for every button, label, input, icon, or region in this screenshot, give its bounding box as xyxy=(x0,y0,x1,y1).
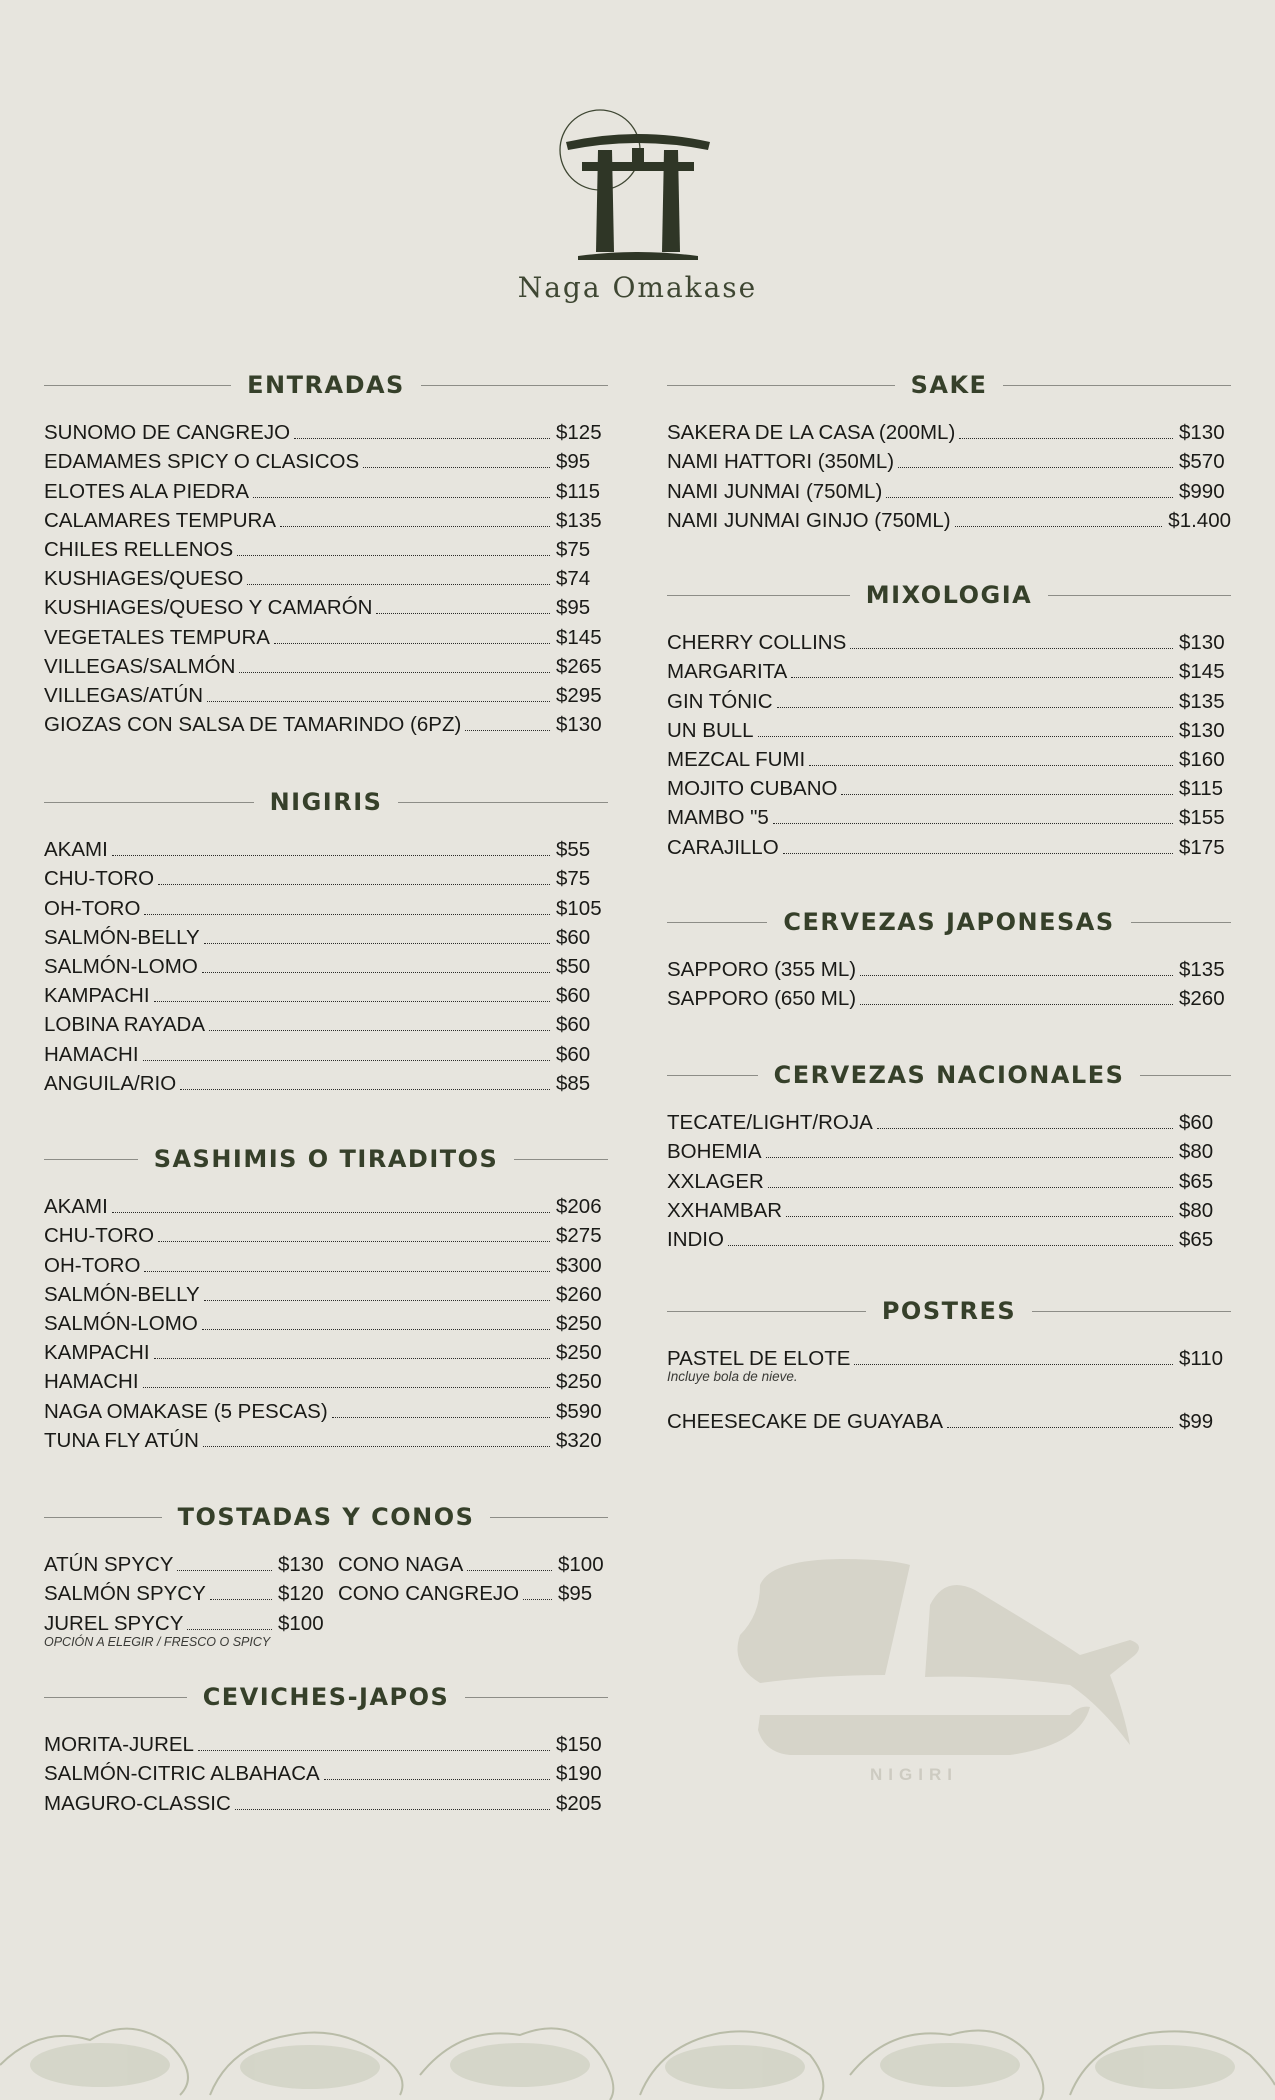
menu-item xyxy=(667,474,1231,503)
leader-dots xyxy=(180,1089,550,1090)
menu-item xyxy=(44,1008,608,1037)
leader-dots xyxy=(783,853,1173,854)
leader-dots xyxy=(777,707,1173,708)
item-name: ELOTES ALA PIEDRA xyxy=(44,479,250,503)
item-name: NAMI JUNMAI (750ML) xyxy=(667,479,883,503)
item-name: SAKERA DE LA CASA (200ML) xyxy=(667,421,956,445)
item-note: Incluye bola de nieve. xyxy=(667,1369,798,1385)
item-price: $125 xyxy=(556,421,602,445)
menu-item xyxy=(667,445,1231,474)
leader-dots xyxy=(898,467,1173,468)
item-price: $80 xyxy=(1179,1198,1214,1222)
logo xyxy=(0,100,1275,304)
section-title: ENTRADAS xyxy=(247,371,405,399)
section-japonesas xyxy=(667,905,1231,1011)
menu-item xyxy=(44,1365,608,1394)
item-price: $260 xyxy=(556,1282,602,1306)
item-name: VILLEGAS/SALMÓN xyxy=(44,654,236,678)
item-name: HAMACHI xyxy=(44,1370,139,1394)
section-nacionales xyxy=(667,1058,1231,1252)
leader-dots xyxy=(791,677,1173,678)
leader-dots xyxy=(465,730,550,731)
menu-item xyxy=(667,1106,1231,1135)
item-name: MAMBO "5 xyxy=(667,806,769,830)
leader-dots xyxy=(143,1060,550,1061)
leader-dots xyxy=(363,467,550,468)
menu-item xyxy=(44,620,608,649)
leader-dots xyxy=(207,701,550,702)
item-name: SALMÓN SPYCY xyxy=(44,1582,206,1606)
item-price: $65 xyxy=(1179,1227,1214,1251)
item-name: NAGA OMAKASE (5 PESCAS) xyxy=(44,1399,328,1423)
item-price: $150 xyxy=(556,1733,602,1757)
item-name: CARAJILLO xyxy=(667,835,779,859)
item-name: SAPPORO (355 ML) xyxy=(667,958,857,982)
item-name: SALMÓN-BELLY xyxy=(44,1282,200,1306)
menu-item xyxy=(338,1577,606,1606)
item-price: $990 xyxy=(1179,479,1225,503)
item-name: UN BULL xyxy=(667,718,754,742)
section-title: CERVEZAS JAPONESAS xyxy=(783,908,1115,936)
item-price: $80 xyxy=(1179,1140,1214,1164)
torii-gate-icon xyxy=(548,100,728,265)
item-name: GIOZAS CON SALSA DE TAMARINDO (6PZ) xyxy=(44,713,462,737)
item-name: SALMÓN-LOMO xyxy=(44,954,198,978)
leader-dots xyxy=(144,914,550,915)
menu-item xyxy=(44,708,608,737)
item-name: CALAMARES TEMPURA xyxy=(44,508,277,532)
item-name: VILLEGAS/ATÚN xyxy=(44,683,204,707)
item-name: TECATE/LIGHT/ROJA xyxy=(667,1111,873,1135)
section-title: CEVICHES-JAPOS xyxy=(202,1683,450,1711)
menu-item xyxy=(44,1757,608,1786)
menu-item xyxy=(667,1342,1231,1371)
menu-item xyxy=(44,1424,608,1453)
menu-item xyxy=(667,743,1231,772)
item-price: $105 xyxy=(556,896,602,920)
item-name: SALMÓN-BELLY xyxy=(44,925,200,949)
menu-item xyxy=(667,982,1231,1011)
item-price: $115 xyxy=(1179,777,1224,801)
menu-item xyxy=(44,1394,608,1423)
tostadas-note: OPCIÓN A ELEGIR / FRESCO O SPICY xyxy=(44,1634,271,1649)
item-name: VEGETALES TEMPURA xyxy=(44,625,270,649)
menu-item xyxy=(44,891,608,920)
item-name: MOJITO CUBANO xyxy=(667,777,838,801)
menu-item xyxy=(667,714,1231,743)
menu-item xyxy=(667,772,1231,801)
item-price: $260 xyxy=(1179,987,1225,1011)
leader-dots xyxy=(177,1570,272,1571)
leader-dots xyxy=(204,943,550,944)
item-name: OH-TORO xyxy=(44,896,141,920)
item-name: TUNA FLY ATÚN xyxy=(44,1428,199,1452)
menu-item xyxy=(44,533,608,562)
leader-dots xyxy=(202,1329,550,1330)
menu-item xyxy=(338,1548,606,1577)
leader-dots xyxy=(143,1387,550,1388)
item-price: $275 xyxy=(556,1224,602,1248)
menu-item xyxy=(44,1219,608,1248)
menu-item xyxy=(44,445,608,474)
item-price: $295 xyxy=(556,683,602,707)
item-name: CHU-TORO xyxy=(44,1224,155,1248)
menu-item xyxy=(44,1307,608,1336)
leader-dots xyxy=(886,497,1173,498)
leader-dots xyxy=(237,555,550,556)
item-price: $160 xyxy=(1179,747,1225,771)
menu-item xyxy=(44,833,608,862)
item-name: NAMI JUNMAI GINJO (750ML) xyxy=(667,508,951,532)
fish-label: NIGIRI xyxy=(870,1765,958,1784)
item-price: $60 xyxy=(556,984,591,1008)
leader-dots xyxy=(324,1779,550,1780)
item-name: CONO NAGA xyxy=(338,1553,464,1577)
leader-dots xyxy=(850,648,1173,649)
section-entradas xyxy=(44,368,608,737)
leader-dots xyxy=(773,823,1173,824)
menu-item xyxy=(44,562,608,591)
item-price: $175 xyxy=(1179,835,1225,859)
leader-dots xyxy=(294,438,550,439)
item-price: $135 xyxy=(1179,689,1225,713)
leader-dots xyxy=(809,765,1173,766)
item-name: BOHEMIA xyxy=(667,1140,762,1164)
menu-item xyxy=(44,862,608,891)
item-name: INDIO xyxy=(667,1227,724,1251)
item-price: $95 xyxy=(556,596,591,620)
section-sashimis xyxy=(44,1142,608,1453)
item-name: XXLAGER xyxy=(667,1169,764,1193)
leader-dots xyxy=(154,1358,550,1359)
menu-item xyxy=(44,416,608,445)
leader-dots xyxy=(247,584,550,585)
menu-item xyxy=(44,1248,608,1277)
menu-item xyxy=(44,1606,326,1635)
item-price: $75 xyxy=(556,867,591,891)
item-name: MAGURO-CLASSIC xyxy=(44,1791,231,1815)
item-price: $85 xyxy=(556,1071,591,1095)
item-name: KAMPACHI xyxy=(44,1341,150,1365)
section-nigiris xyxy=(44,785,608,1096)
leader-dots xyxy=(955,526,1163,527)
leader-dots xyxy=(728,1245,1173,1246)
leader-dots xyxy=(154,1001,550,1002)
item-name: OH-TORO xyxy=(44,1253,141,1277)
leader-dots xyxy=(959,438,1173,439)
leader-dots xyxy=(158,1241,550,1242)
leader-dots xyxy=(280,526,550,527)
leader-dots xyxy=(758,736,1173,737)
item-price: $60 xyxy=(556,1042,591,1066)
item-name: JUREL SPYCY xyxy=(44,1611,184,1635)
menu-item xyxy=(44,1336,608,1365)
leader-dots xyxy=(112,1212,550,1213)
section-title: SASHIMIS O TIRADITOS xyxy=(153,1145,499,1173)
item-price: $65 xyxy=(1179,1169,1214,1193)
fish-icon xyxy=(730,1555,1170,1765)
menu-item xyxy=(667,684,1231,713)
item-price: $60 xyxy=(556,1013,591,1037)
item-name: KUSHIAGES/QUESO xyxy=(44,567,244,591)
menu-item xyxy=(667,801,1231,830)
leader-dots xyxy=(877,1128,1173,1129)
item-name: HAMACHI xyxy=(44,1042,139,1066)
item-price: $250 xyxy=(556,1370,602,1394)
item-name: MEZCAL FUMI xyxy=(667,747,806,771)
section-title: SAKE xyxy=(910,371,988,399)
menu-item xyxy=(667,655,1231,684)
item-price: $206 xyxy=(556,1195,602,1219)
item-price: $130 xyxy=(1179,631,1225,655)
item-price: $135 xyxy=(556,508,602,532)
menu-item xyxy=(44,1278,608,1307)
leader-dots xyxy=(768,1187,1173,1188)
menu-item xyxy=(667,504,1231,533)
item-price: $250 xyxy=(556,1311,602,1335)
item-price: $110 xyxy=(1179,1347,1224,1371)
item-price: $145 xyxy=(556,625,602,649)
item-price: $95 xyxy=(558,1582,593,1606)
item-price: $60 xyxy=(556,925,591,949)
item-name: NAMI HATTORI (350ML) xyxy=(667,450,895,474)
brand-name: Naga Omakase xyxy=(517,271,758,304)
menu-item xyxy=(44,504,608,533)
item-name: PASTEL DE ELOTE xyxy=(667,1347,851,1371)
menu-item xyxy=(667,830,1231,859)
leader-dots xyxy=(274,643,550,644)
item-price: $145 xyxy=(1179,660,1225,684)
menu-item xyxy=(44,591,608,620)
leader-dots xyxy=(860,975,1173,976)
item-price: $205 xyxy=(556,1791,602,1815)
leader-dots xyxy=(112,855,550,856)
item-price: $130 xyxy=(278,1553,324,1577)
item-price: $155 xyxy=(1179,806,1225,830)
menu-item xyxy=(667,1223,1231,1252)
leader-dots xyxy=(523,1599,552,1600)
item-name: CHILES RELLENOS xyxy=(44,537,234,561)
item-price: $130 xyxy=(1179,718,1225,742)
item-price: $320 xyxy=(556,1428,602,1452)
leader-dots xyxy=(854,1364,1173,1365)
item-price: $50 xyxy=(556,954,591,978)
item-name: CONO CANGREJO xyxy=(338,1582,520,1606)
item-name: XXHAMBAR xyxy=(667,1198,783,1222)
item-name: SALMÓN-CITRIC ALBAHACA xyxy=(44,1762,320,1786)
leader-dots xyxy=(239,672,550,673)
item-price: $570 xyxy=(1179,450,1225,474)
menu-item xyxy=(44,1190,608,1219)
item-name: MARGARITA xyxy=(667,660,788,684)
item-price: $95 xyxy=(556,450,591,474)
menu-item xyxy=(44,979,608,1008)
section-ceviches xyxy=(44,1680,608,1816)
section-title: POSTRES xyxy=(881,1297,1017,1325)
menu-item xyxy=(44,650,608,679)
leader-dots xyxy=(210,1599,272,1600)
item-price: $99 xyxy=(1179,1410,1214,1434)
item-price: $1.400 xyxy=(1168,508,1231,532)
item-price: $100 xyxy=(558,1553,604,1577)
leader-dots xyxy=(467,1570,552,1571)
item-name: GIN TÓNIC xyxy=(667,689,773,713)
item-price: $75 xyxy=(556,537,591,561)
item-name: SALMÓN-LOMO xyxy=(44,1311,198,1335)
section-mixologia xyxy=(667,578,1231,860)
section-tostadas xyxy=(44,1500,608,1650)
leader-dots xyxy=(209,1030,550,1031)
leader-dots xyxy=(198,1750,550,1751)
leader-dots xyxy=(947,1427,1173,1428)
menu-item xyxy=(667,1135,1231,1164)
tiger-border-icon xyxy=(0,2005,1275,2100)
leader-dots xyxy=(158,884,550,885)
section-postres xyxy=(667,1294,1231,1434)
menu-item xyxy=(44,1548,326,1577)
menu-item xyxy=(44,1067,608,1096)
leader-dots xyxy=(860,1004,1173,1005)
item-price: $250 xyxy=(556,1341,602,1365)
item-name: MORITA-JUREL xyxy=(44,1733,194,1757)
menu-item xyxy=(667,626,1231,655)
item-price: $74 xyxy=(556,567,591,591)
menu-item xyxy=(44,1786,608,1815)
leader-dots xyxy=(766,1157,1173,1158)
menu-item xyxy=(667,416,1231,445)
item-price: $135 xyxy=(1179,958,1225,982)
item-price: $300 xyxy=(556,1253,602,1277)
item-name: CHEESECAKE DE GUAYABA xyxy=(667,1410,944,1434)
item-price: $190 xyxy=(556,1762,602,1786)
menu-item xyxy=(44,474,608,503)
menu-item xyxy=(667,953,1231,982)
item-name: AKAMI xyxy=(44,838,108,862)
item-price: $590 xyxy=(556,1399,602,1423)
menu-item xyxy=(667,1194,1231,1223)
leader-dots xyxy=(204,1300,550,1301)
item-name: ATÚN SPYCY xyxy=(44,1553,174,1577)
leader-dots xyxy=(144,1271,550,1272)
section-title: NIGIRIS xyxy=(269,788,383,816)
item-price: $115 xyxy=(556,479,601,503)
item-name: CHU-TORO xyxy=(44,867,155,891)
leader-dots xyxy=(203,1446,550,1447)
item-name: CHERRY COLLINS xyxy=(667,631,847,655)
menu-item xyxy=(44,679,608,708)
item-name: ANGUILA/RIO xyxy=(44,1071,177,1095)
menu-item xyxy=(44,921,608,950)
menu-item xyxy=(44,1728,608,1757)
menu-item xyxy=(44,950,608,979)
leader-dots xyxy=(786,1216,1173,1217)
item-price: $120 xyxy=(278,1582,324,1606)
item-name: SAPPORO (650 ML) xyxy=(667,987,857,1011)
item-price: $100 xyxy=(278,1611,324,1635)
item-name: KAMPACHI xyxy=(44,984,150,1008)
item-name: EDAMAMES SPICY O CLASICOS xyxy=(44,450,360,474)
item-price: $130 xyxy=(1179,421,1225,445)
item-name: LOBINA RAYADA xyxy=(44,1013,206,1037)
item-name: AKAMI xyxy=(44,1195,108,1219)
leader-dots xyxy=(332,1417,550,1418)
item-price: $130 xyxy=(556,713,602,737)
section-title: MIXOLOGIA xyxy=(865,581,1033,609)
item-price: $265 xyxy=(556,654,602,678)
leader-dots xyxy=(253,497,550,498)
menu-item xyxy=(44,1037,608,1066)
leader-dots xyxy=(841,794,1173,795)
section-title: TOSTADAS Y CONOS xyxy=(177,1503,475,1531)
leader-dots xyxy=(202,972,550,973)
leader-dots xyxy=(187,1629,272,1630)
section-title: CERVEZAS NACIONALES xyxy=(773,1061,1125,1089)
leader-dots xyxy=(376,613,550,614)
menu-item xyxy=(667,1405,1231,1434)
item-price: $60 xyxy=(1179,1111,1214,1135)
leader-dots xyxy=(235,1809,550,1810)
item-name: KUSHIAGES/QUESO Y CAMARÓN xyxy=(44,596,373,620)
menu-item xyxy=(44,1577,326,1606)
item-price: $55 xyxy=(556,838,591,862)
menu-item xyxy=(667,1164,1231,1193)
item-name: SUNOMO DE CANGREJO xyxy=(44,421,291,445)
section-sake xyxy=(667,368,1231,533)
